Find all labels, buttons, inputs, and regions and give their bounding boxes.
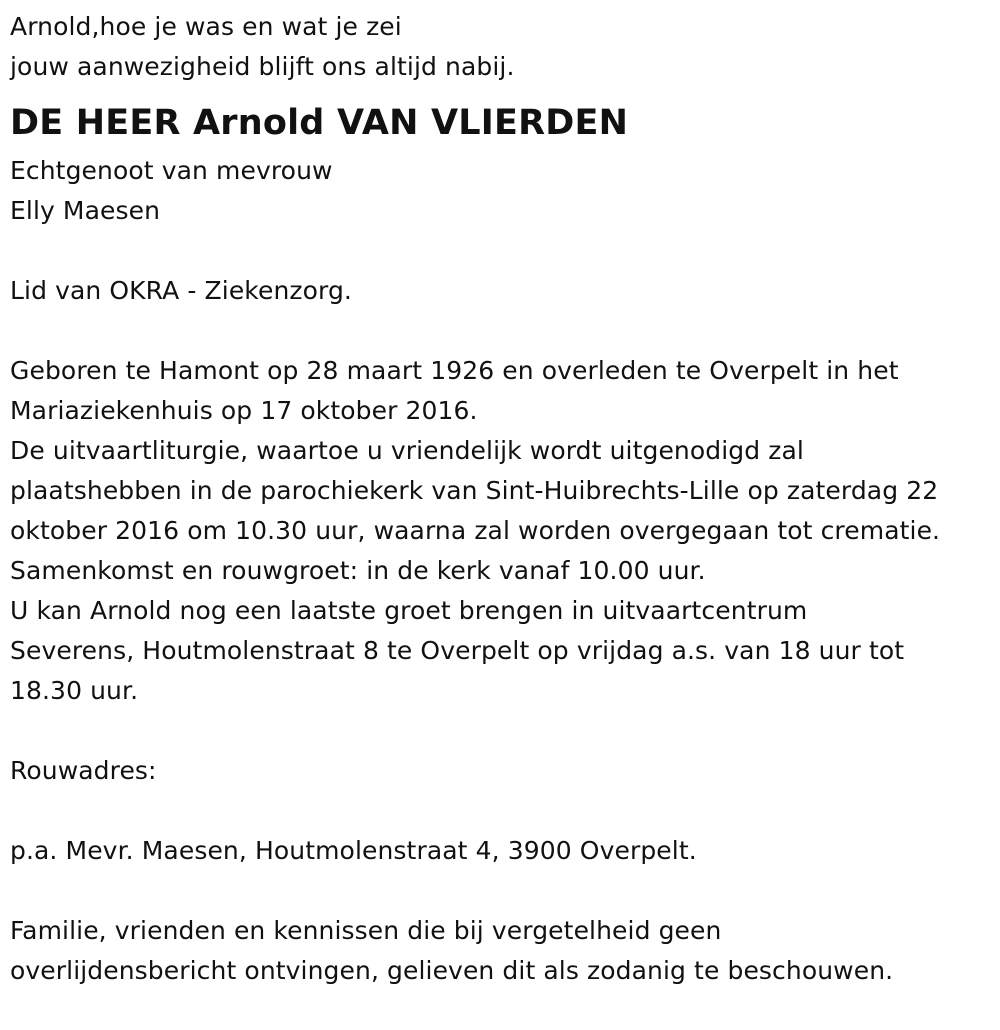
- verse: [10, 7, 995, 87]
- spouse-info: [10, 151, 995, 231]
- details-line: Samenkomst en rouwgroet: in de kerk vanaf 10.00 uur.: [10, 556, 706, 585]
- details-line: U kan Arnold nog een laatste groet brengen in uitvaartcentrum: [10, 596, 808, 625]
- closing-line: Familie, vrienden en kennissen die bij vergetelheid geen: [10, 916, 722, 945]
- spacer: [10, 311, 995, 351]
- spacer: [10, 711, 995, 751]
- verse-line: Arnold,hoe je was en wat je zei: [10, 12, 402, 41]
- deceased-name-title: DE HEER Arnold VAN VLIERDEN: [10, 103, 629, 143]
- details-line: De uitvaartliturgie, waartoe u vriendelijk wordt uitgenodigd zal: [10, 436, 804, 465]
- spacer: [10, 791, 995, 831]
- closing-line: overlijdensbericht ontvingen, gelieven dit als zodanig te beschouwen.: [10, 956, 894, 985]
- address-label: Rouwadres:: [10, 756, 157, 785]
- spouse-name: Elly Maesen: [10, 196, 161, 225]
- verse-line: jouw aanwezigheid blijft ons altijd nabij.: [10, 52, 515, 81]
- details-line: plaatshebben in de parochiekerk van Sint-Huibrechts-Lille op zaterdag 22: [10, 476, 939, 505]
- address: p.a. Mevr. Maesen, Houtmolenstraat 4, 3900 Overpelt.: [10, 836, 697, 865]
- spacer: [10, 231, 995, 271]
- spacer: [10, 871, 995, 911]
- spouse-line: Echtgenoot van mevrouw: [10, 156, 333, 185]
- obituary-notice: [10, 7, 995, 991]
- membership: Lid van OKRA - Ziekenzorg.: [10, 276, 352, 305]
- funeral-details: [10, 351, 995, 711]
- details-line: 18.30 uur.: [10, 676, 139, 705]
- details-line: oktober 2016 om 10.30 uur, waarna zal worden overgegaan tot crematie.: [10, 516, 941, 545]
- details-line: Severens, Houtmolenstraat 8 te Overpelt op vrijdag a.s. van 18 uur tot: [10, 636, 905, 665]
- details-line: Geboren te Hamont op 28 maart 1926 en overleden te Overpelt in het: [10, 356, 899, 385]
- details-line: Mariaziekenhuis op 17 oktober 2016.: [10, 396, 478, 425]
- closing-note: [10, 911, 995, 991]
